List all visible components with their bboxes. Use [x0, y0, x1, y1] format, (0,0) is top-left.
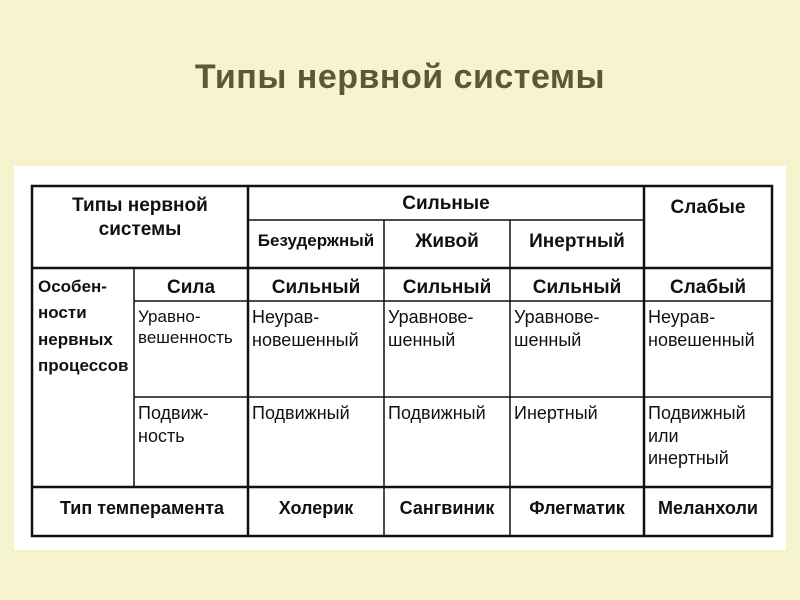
mobility-unrestrained: Подвижный — [252, 403, 350, 423]
temperament-label: Тип темперамента — [59, 498, 225, 518]
balance-weak: Неурав- новешенный — [648, 307, 755, 350]
type-unrestrained: Безудержный — [257, 231, 375, 250]
row-label-strength: Сила — [166, 277, 216, 298]
strength-weak: Слабый — [670, 277, 746, 298]
temperament-sanguine: Сангвиник — [399, 498, 495, 518]
temperament-melancholic: Меланхоли — [658, 498, 758, 518]
temperament-phlegmatic: Флегматик — [529, 498, 625, 518]
group-strong-header: Сильные — [402, 193, 490, 214]
temperament-choleric: Холерик — [278, 498, 354, 518]
balance-unrestrained: Неурав- новешенный — [252, 307, 359, 350]
row-label-balance: Уравно- вешенность — [138, 307, 233, 348]
mobility-lively: Подвижный — [388, 403, 486, 423]
features-label: Особен- ности нервных процессов — [38, 277, 129, 376]
mobility-weak: Подвижный или инертный — [648, 403, 746, 468]
balance-inert: Уравнове- шенный — [514, 307, 600, 350]
slide-title: Типы нервной системы — [194, 58, 606, 96]
group-weak-header: Слабые — [670, 197, 746, 218]
nervous-system-table — [14, 166, 786, 550]
strength-lively: Сильный — [402, 277, 492, 298]
strength-inert: Сильный — [532, 277, 622, 298]
strength-unrestrained: Сильный — [271, 277, 361, 298]
row-label-mobility: Подвиж- ность — [138, 403, 209, 446]
type-inert: Инертный — [529, 231, 625, 252]
balance-lively: Уравнове- шенный — [388, 307, 474, 350]
mobility-inert: Инертный — [514, 403, 598, 423]
type-lively: Живой — [415, 231, 479, 252]
corner-header: Типы нервной системы — [72, 195, 208, 240]
